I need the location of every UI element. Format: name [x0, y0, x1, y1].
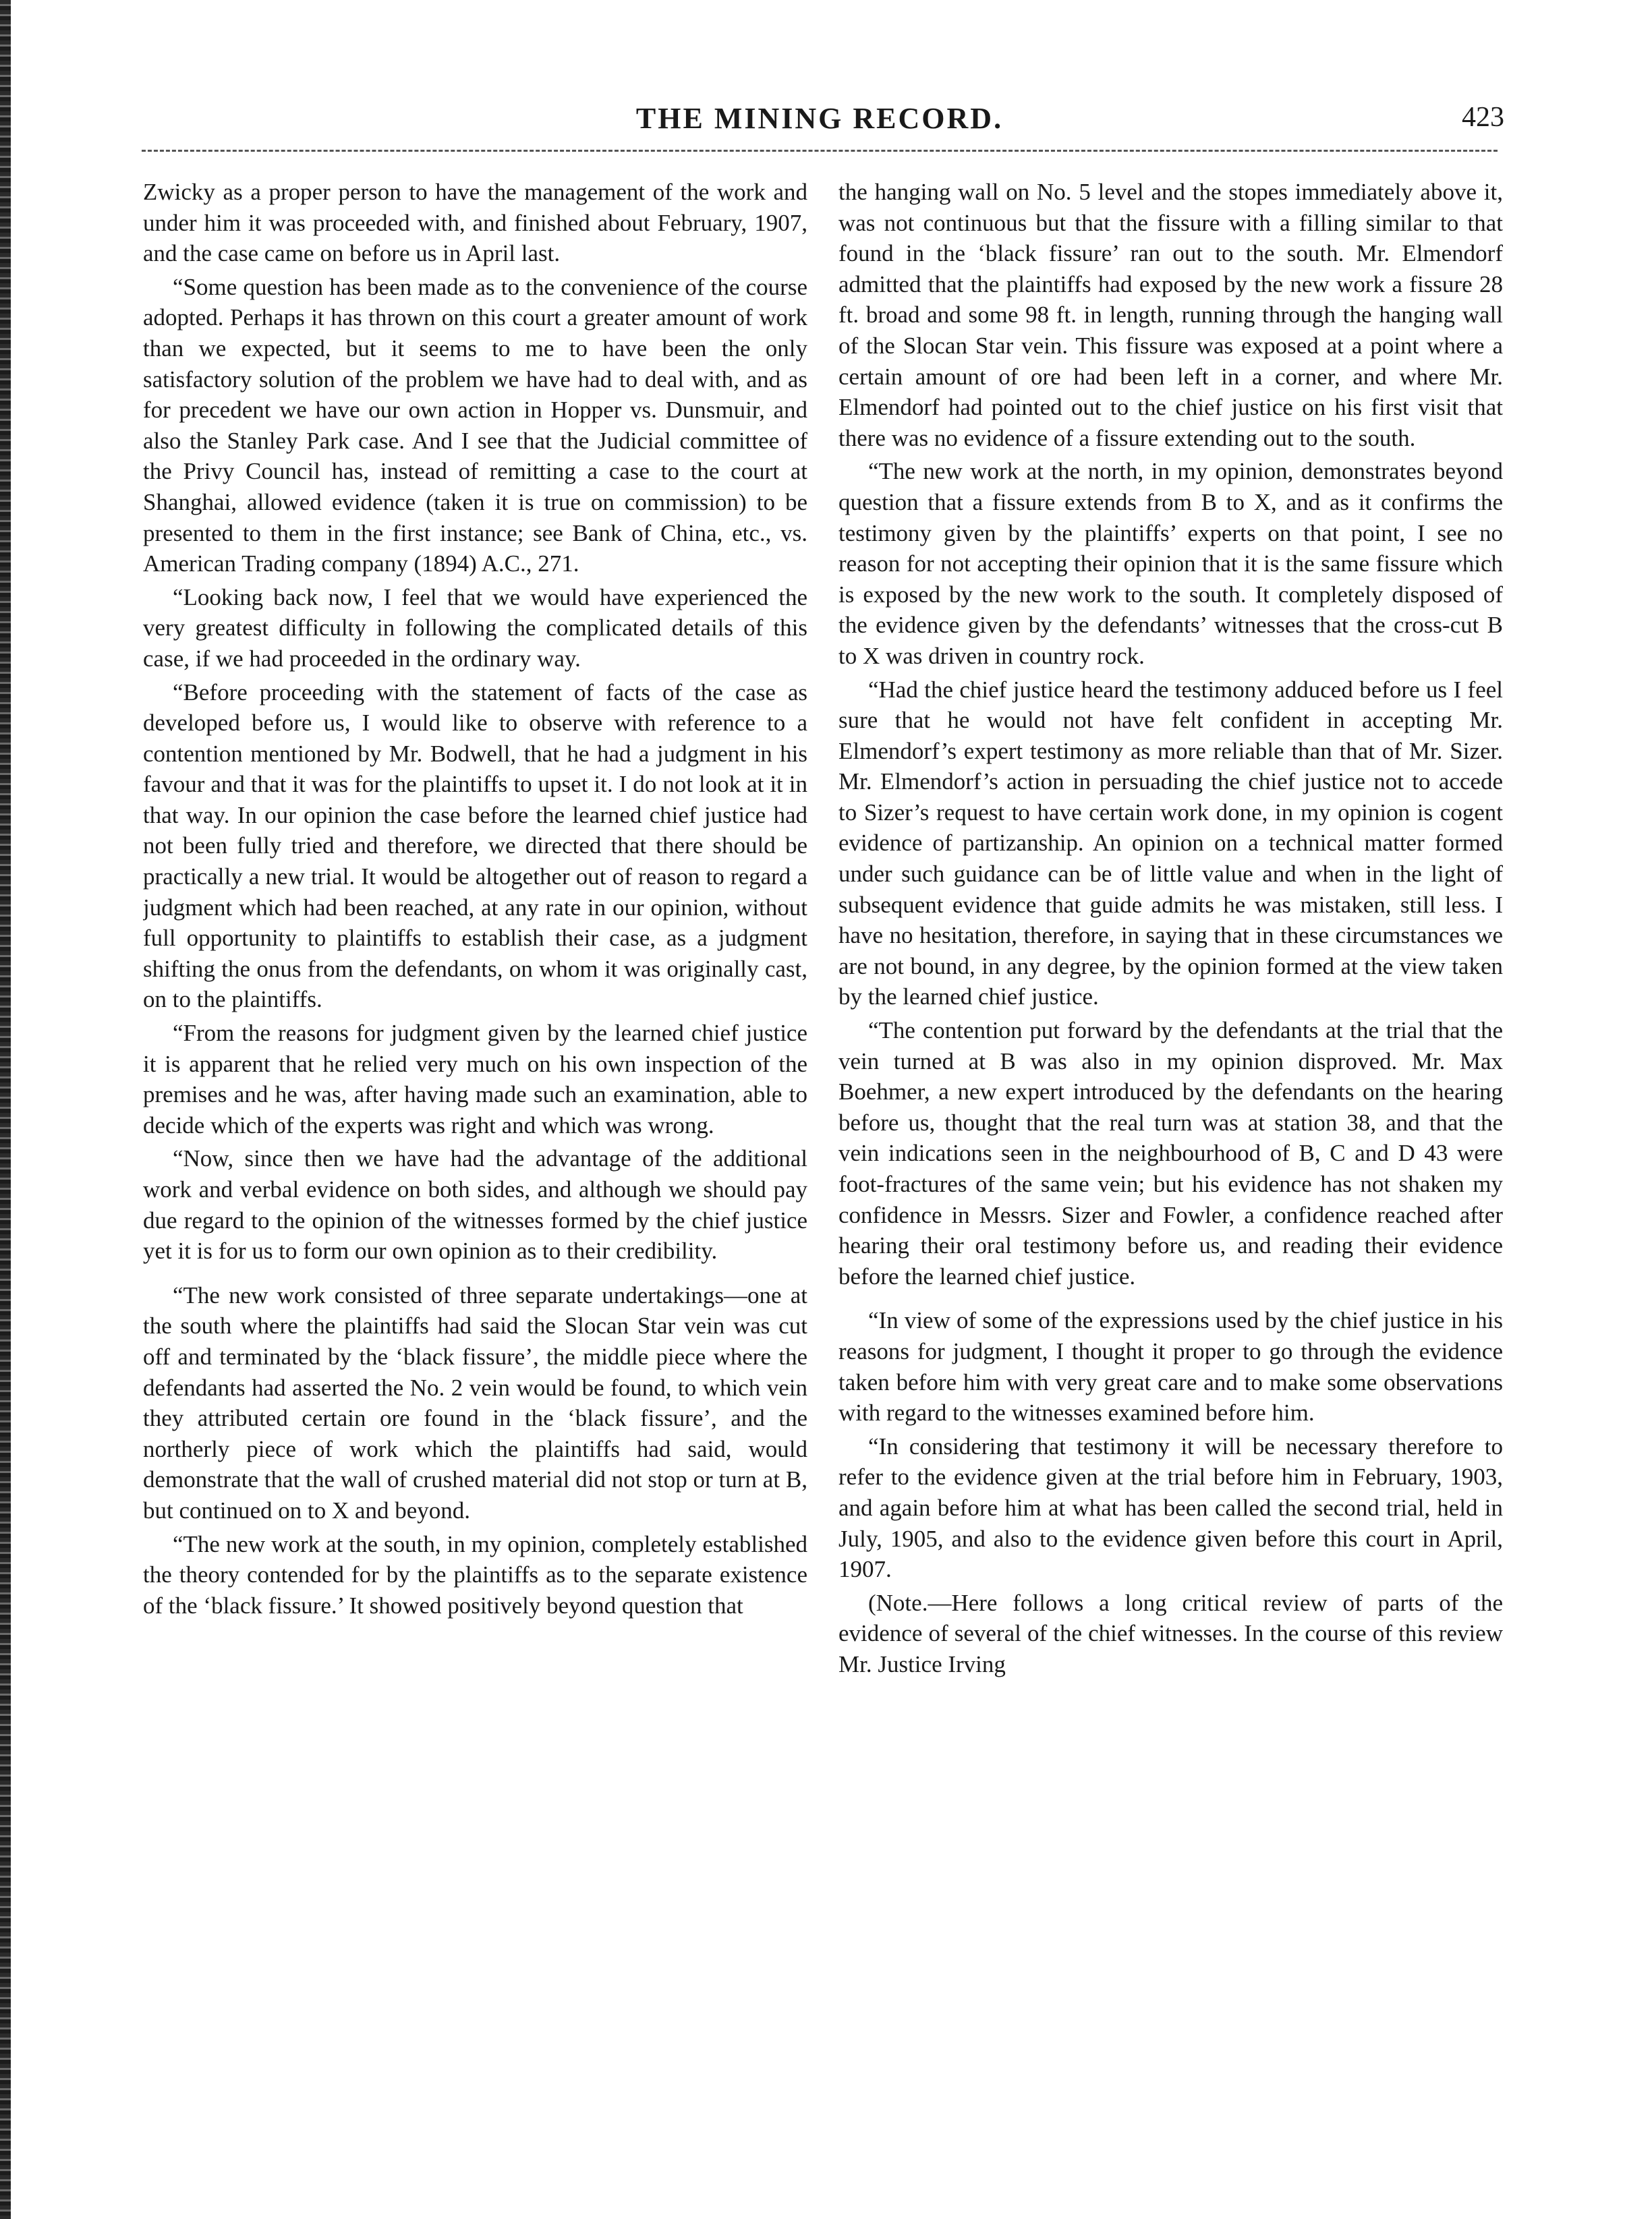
page-binding-edge [0, 0, 11, 2219]
paragraph: “Looking back now, I feel that we would have experienced the very greatest difficulty in following the complicated details of this case, if we had proceeded in the ordinary way. [143, 583, 807, 672]
page-number: 423 [1462, 102, 1504, 133]
paragraph: “Had the chief justice heard the testimony adduced before us I feel sure that he would not have felt confident in accepting Mr. Elmendorf’s expert testimony as more reliable than that of Mr. Sizer. Mr. Elmendorf’s action in persuading the chief justice not to accede to Sizer’s request to have certain work done, in my opinion is cogent evidence of partizanship. An opinion on a technical matter formed under such guidance can be of little value and when in the light of subsequent evidence that guide admits he was mistaken, still less. I have no hesitation, therefore, in saying that in these circumstances we are not bound, in any degree, by the opinion formed at the view taken by the learned chief justice. [838, 676, 1503, 1010]
paragraph: the hanging wall on No. 5 level and the stopes immediately above it, was not continuous but that the fissure with a filling similar to that found in the ‘black fissure’ ran out to the south. Mr. Elmendorf admitted that the plaintiffs had exposed by the new work a fissure 28 ft. broad and some 98 ft. in length, running through the hanging wall of the Slocan Star vein. This fissure was exposed at a point where a certain amount of ore had been left in a corner, and where Mr. Elmendorf had pointed out to the chief justice on his first visit that there was no evidence of a fissure extending out to the south. [838, 179, 1503, 451]
paragraph: “From the reasons for judgment given by the learned chief justice it is apparent that he relied very much on his own inspection of the premises and he was, after having made such an examination, able to decide which of the experts was right and which was wrong. [143, 1020, 807, 1139]
paragraph: “Some question has been made as to the convenience of the course adopted. Perhaps it has thrown on this court a greater amount of work than we expected, but it seems to me to have been the only satisfactory solution of the problem we have had to deal with, and as for precedent we have our own action in Hopper vs. Dunsmuir, and also the Stanley Park case. And I see that the Judicial committee of the Privy Council has, instead of remitting a case to the court at Shanghai, allowed evidence (taken it is true on commission) to be presented to them in the first instance; see Bank of China, etc., vs. American Trading company (1894) A.C., 271. [143, 273, 807, 577]
paragraph: “The new work consisted of three separate undertakings—one at the south where the plaintiffs had said the Slocan Star vein was cut off and terminated by the ‘black fissure’, the middle piece where the defendants had asserted the No. 2 vein would be found, to which vein they attributed certain ore found in the ‘black fissure’, and the northerly piece of work which the plaintiffs had said, would demonstrate that the wall of crushed material did not stop or turn at B, but continued on to X and beyond. [143, 1281, 807, 1524]
paragraph: Zwicky as a proper person to have the management of the work and under him it was proceeded with, and finished about February, 1907, and the case came on before us in April last. [143, 179, 807, 267]
right-column [838, 177, 1503, 2187]
header-rule [142, 150, 1498, 152]
paragraph: (Note.—Here follows a long critical review of parts of the evidence of several of the chief witnesses. In the course of this review Mr. Justice Irving [838, 1589, 1503, 1677]
paragraph: “Before proceeding with the statement of facts of the case as developed before us, I would like to observe with reference to a contention mentioned by Mr. Bodwell, that he had a judgment in his favour and that it was for the plaintiffs to upset it. I do not look at it in that way. In our opinion the case before the learned chief justice had not been fully tried and therefore, we directed that there should be practically a new trial. It would be altogether out of reason to regard a judgment which had been reached, at any rate in our opinion, without full opportunity to plaintiffs to establish their case, as a judgment shifting the onus from the defendants, on whom it was originally cast, on to the plaintiffs. [143, 679, 807, 1013]
running-title: THE MINING RECORD. [635, 102, 1004, 135]
paragraph: “The new work at the south, in my opinion, completely established the theory contended for by the plaintiffs as to the separate existence of the ‘black fissure.’ It showed positively beyond question that [143, 1530, 807, 1619]
page-header [135, 101, 1504, 142]
left-column [143, 177, 807, 2187]
paragraph: “Now, since then we have had the advantage of the additional work and verbal evidence on both sides, and although we should pay due regard to the opinion of the witnesses formed by the chief justice yet it is for us to form our own opinion as to their credibility. [143, 1145, 807, 1265]
paragraph: “The new work at the north, in my opinion, demonstrates beyond question that a fissure extends from B to X, and as it confirms the testimony given by the plaintiffs’ experts on that point, I see no reason for not accepting their opinion that it is the same fissure which is exposed by the new work to the south. It completely disposed of the evidence given by the defendants’ witnesses that the cross-cut B to X was driven in country rock. [838, 458, 1503, 669]
paragraph: “In considering that testimony it will be necessary therefore to refer to the evidence given at the trial before him in February, 1903, and again before him at what has been called the second trial, held in July, 1905, and also to the evidence given before this court in April, 1907. [838, 1433, 1503, 1583]
paragraph: “In view of some of the expressions used by the chief justice in his reasons for judgment, I thought it proper to go through the evidence taken before him with very great care and to make some observations with regard to the witnesses examined before him. [838, 1307, 1503, 1426]
paragraph: “The contention put forward by the defendants at the trial that the vein turned at B was also in my opinion disproved. Mr. Max Boehmer, a new expert introduced by the defendants on the hearing before us, thought that the real turn was at station 38, and that the vein indications seen in the neighbourhood of B, C and D 43 were foot-fractures of the same vein; but his evidence has not shaken my confidence in Messrs. Sizer and Fowler, a confidence reached after hearing their oral testimony before us, and reading their evidence before the learned chief justice. [838, 1017, 1503, 1290]
